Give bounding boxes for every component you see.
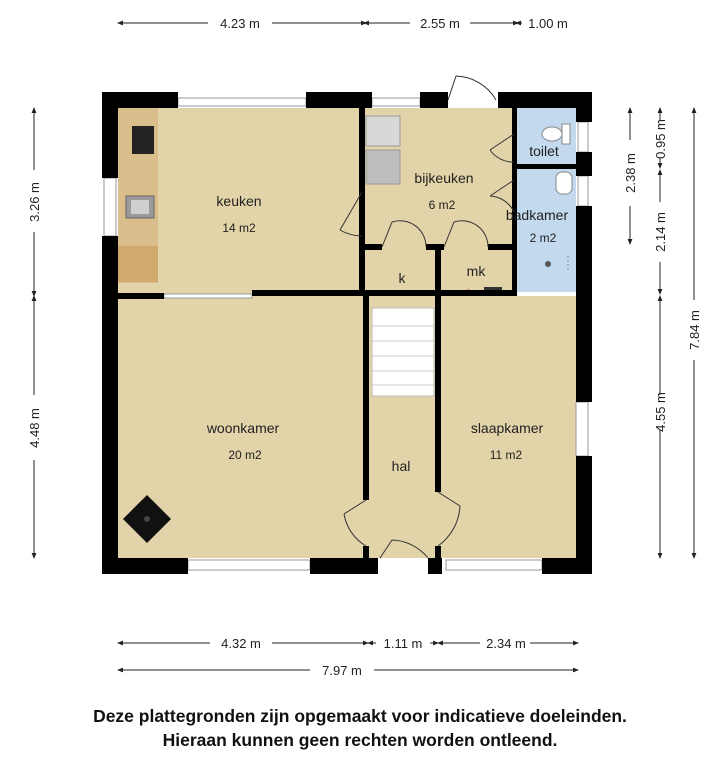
dim-top-1: 4.23 m bbox=[220, 16, 260, 31]
room-label-badkamer: badkamer bbox=[505, 207, 569, 223]
room-area-woonkamer: 20 m2 bbox=[228, 448, 262, 462]
dim-right-b-1: 2.38 m bbox=[623, 153, 638, 193]
room-label-k: k bbox=[398, 270, 406, 286]
dim-right-a-1: 0.95 m bbox=[653, 119, 668, 159]
room-label-slaapkamer: slaapkamer bbox=[470, 420, 544, 436]
dim-top-3: 1.00 m bbox=[528, 16, 568, 31]
room-label-hal: hal bbox=[391, 458, 411, 474]
room-label-woonkamer: woonkamer bbox=[206, 420, 280, 436]
disclaimer-line-1: Deze plattegronden zijn opgemaakt voor indicatieve doeleinden. bbox=[93, 706, 627, 726]
room-label-toilet: toilet bbox=[529, 143, 559, 159]
room-label-mk: mk bbox=[466, 263, 486, 279]
dim-bottom-total: 7.97 m bbox=[322, 663, 362, 678]
dim-left-2: 4.48 m bbox=[27, 408, 42, 448]
kitchen-counter bbox=[118, 108, 158, 283]
room-area-badkamer: 2 m2 bbox=[529, 231, 557, 245]
disclaimer bbox=[0, 704, 720, 752]
room-area-slaapkamer: 11 m2 bbox=[489, 448, 523, 462]
dim-top-2: 2.55 m bbox=[420, 16, 460, 31]
utility-appliances bbox=[366, 116, 400, 184]
room-area-keuken: 14 m2 bbox=[222, 221, 256, 235]
staircase bbox=[372, 308, 434, 396]
room-label-bijkeuken: bijkeuken bbox=[414, 170, 474, 186]
room-area-bijkeuken: 6 m2 bbox=[428, 198, 456, 212]
dim-right-b-2: 4.55 m bbox=[653, 392, 668, 432]
dim-bottom-2: 1.11 m bbox=[383, 636, 423, 651]
dim-right-a-2: 2.14 m bbox=[653, 212, 668, 252]
dim-bottom-3: 2.34 m bbox=[486, 636, 526, 651]
dim-right-total: 7.84 m bbox=[687, 310, 702, 350]
disclaimer-line-2: Hieraan kunnen geen rechten worden ontleend. bbox=[162, 730, 558, 750]
dim-bottom-1: 4.32 m bbox=[221, 636, 261, 651]
dim-left-1: 3.26 m bbox=[27, 182, 42, 222]
room-label-keuken: keuken bbox=[216, 193, 262, 209]
